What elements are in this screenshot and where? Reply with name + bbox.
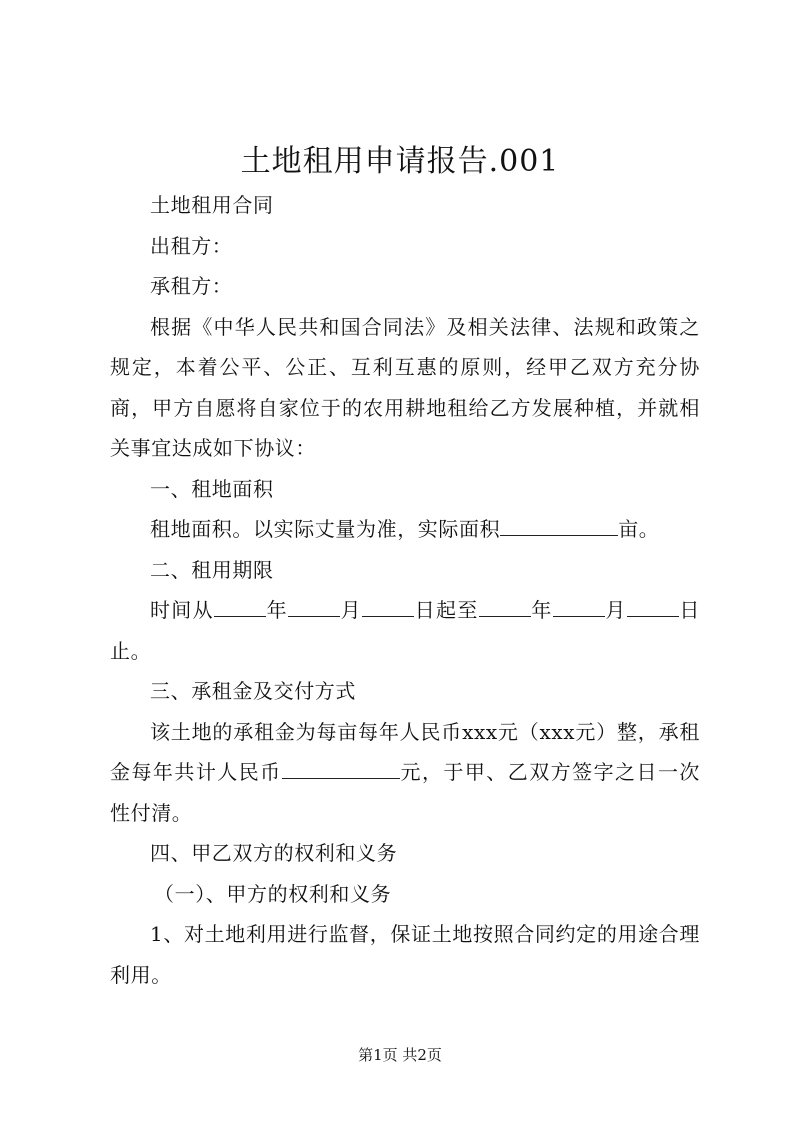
area-paragraph [110, 509, 700, 550]
page-title: 土地租用申请报告.001 [240, 144, 560, 179]
area-blank [500, 514, 618, 536]
rent-text-before: 该土地的承租金为每亩每年人民币xxx元（xxx元）整，承租金每年共计人民币 [110, 719, 700, 784]
term-blank [288, 595, 340, 617]
area-text-after: 亩。 [618, 517, 660, 541]
term-part-day-end: 日止。 [110, 598, 701, 663]
subsection-heading-party-a: （一）、甲方的权利和义务 [154, 881, 392, 906]
term-paragraph [110, 590, 700, 671]
section-heading-area: 一、租地面积 [150, 476, 274, 501]
term-part-year: 年 [265, 598, 288, 622]
lessor-label: 出租方： [150, 233, 233, 258]
term-blank [627, 595, 679, 617]
intro-paragraph: 根据《中华人民共和国合同法》及相关法律、法规和政策之规定，本着公平、公正、互利互惠的原则，经甲乙双方充分协商，甲方自愿将自家位于的农用耕地租给乙方发展种植，并就相关事宜达成如下协议： [110, 314, 700, 460]
term-part-from: 时间从 [150, 598, 214, 622]
term-part-day-to: 日起至 [414, 598, 479, 622]
term-part-month: 月 [339, 598, 362, 622]
rent-blank [282, 757, 400, 779]
document-body [110, 185, 700, 995]
rent-paragraph [110, 712, 700, 834]
item-1: 1、对土地利用进行监督，保证土地按照合同约定的用途合理利用。 [110, 922, 700, 987]
section-heading-rights: 四、甲乙双方的权利和义务 [150, 841, 398, 865]
page-footer: 第1页 共2页 [358, 1046, 442, 1064]
contract-title: 土地租用合同 [150, 193, 274, 217]
rent-text-after: 元，于甲、乙双方签字之日一次性付清。 [110, 760, 700, 825]
term-part-month-end: 月 [604, 598, 627, 622]
section-heading-term: 二、租用期限 [150, 557, 274, 582]
term-blank [362, 595, 414, 617]
lessee-label: 承租方： [150, 274, 233, 298]
term-blank [479, 595, 531, 617]
area-text-before: 租地面积。以实际丈量为准，实际面积 [150, 517, 501, 541]
section-heading-rent: 三、承租金及交付方式 [150, 679, 356, 703]
term-blank [214, 595, 266, 617]
term-part-year-end: 年 [530, 598, 553, 622]
term-blank [553, 595, 605, 617]
